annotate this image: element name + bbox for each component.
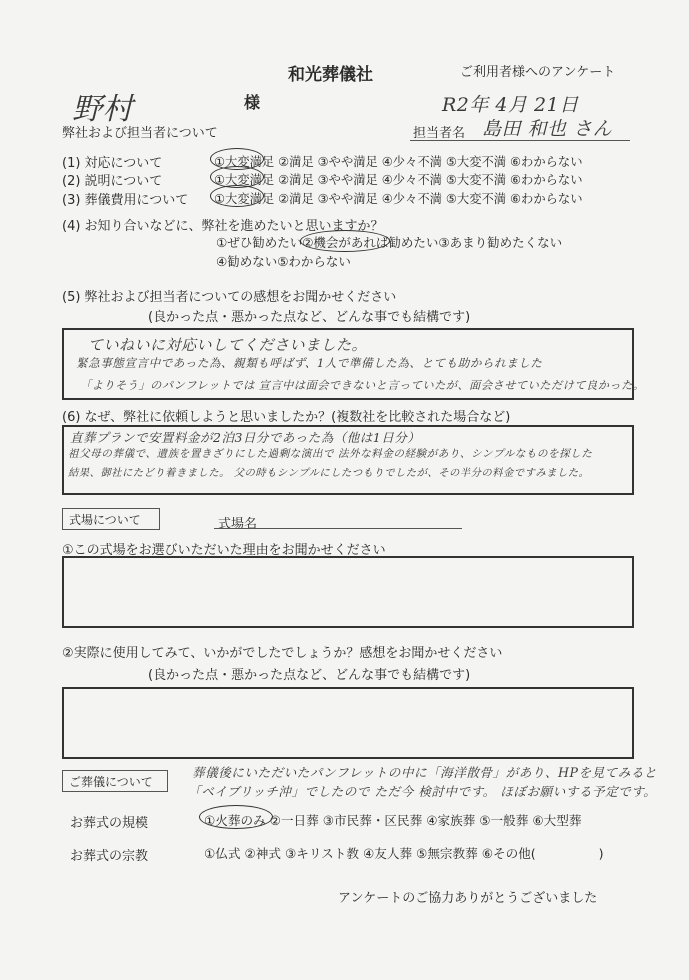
- q5-answer-line-2: 緊急事態宣言中であった為、親類も呼ばず、1人で準備した為、とても助かられました: [76, 356, 543, 370]
- rating-scale-2: ①大変満足 ②満足 ③やや満足 ④少々不満 ⑤大変不満 ⑥わからない: [214, 173, 583, 187]
- q5-answer-line-1: ていねいに対応いしてくださいました。: [88, 336, 368, 354]
- q4-question: (4) お知り合いなどに、弊社を進めたいと思いますか？: [62, 219, 384, 234]
- rating-scale-3: ①大変満足 ②満足 ③やや満足 ④少々不満 ⑤大変不満 ⑥わからない: [214, 192, 583, 206]
- venue-name-underline: [214, 528, 462, 529]
- staff-label: 担当者名: [413, 126, 466, 141]
- company-name: 和光葬儀社: [288, 65, 373, 85]
- q6-answer-line-1: 直葬プランで安置料金が2泊3日分であった為（他は1日分）: [70, 430, 421, 445]
- venue-q2: ②実際に使用してみて、いかがでしたでしょうか？感想をお聞かせください: [62, 646, 503, 661]
- venue-name-label: 式場名: [218, 517, 258, 532]
- funeral-religion-label: お葬式の宗教: [70, 849, 149, 864]
- q6-question: (6) なぜ、弊社に依頼しようと思いましたか？(複数社を比較された場合など): [62, 410, 511, 425]
- thanks-message: アンケートのご協力ありがとうございました: [338, 891, 598, 906]
- venue-q1: ①この式場をお選びいただいた理由をお聞かせください: [62, 543, 386, 558]
- funeral-religion-options: ①仏式 ②神式 ③キリスト教 ④友人葬 ⑤無宗教葬 ⑥その他( ): [204, 846, 604, 861]
- funeral-note-line-2: 「ベイブリッチ沖」でしたので ただ今 検討中です。 ほぼお願いする予定です。: [188, 784, 657, 799]
- rating-label-1: (1) 対応について: [62, 156, 163, 171]
- rating-3-selected-circle: [210, 185, 264, 207]
- q5-question: (5) 弊社および担当者についての感想をお聞かせください: [62, 290, 397, 305]
- venue-q2-hint: (良かった点・悪かった点など、どんな事でも結構です): [148, 668, 471, 683]
- venue-q1-box: [62, 556, 634, 628]
- rating-label-2: (2) 説明について: [62, 174, 163, 189]
- q4-options-2: ④勧めない⑤わからない: [216, 254, 351, 269]
- funeral-scale-label: お葬式の規模: [70, 816, 149, 831]
- funeral-scale-selected-circle: [199, 805, 273, 829]
- honorific: 様: [244, 93, 261, 112]
- rating-scale-1: ①大変満足 ②満足 ③やや満足 ④少々不満 ⑤大変不満 ⑥わからない: [214, 155, 583, 169]
- staff-underline: [410, 140, 630, 141]
- venue-q2-box: [62, 687, 634, 759]
- venue-section-tag: 式場について: [62, 508, 160, 530]
- q6-answer-line-2: 祖父母の葬儀で、遺族を置きざりにした過剰な演出で 法外な料金の経験があり、シンプルなものを探した: [68, 448, 593, 460]
- customer-name: 野村: [72, 92, 133, 127]
- survey-title: ご利用者様へのアンケート: [460, 65, 616, 80]
- staff-name: 島田 和也 さん: [482, 118, 613, 140]
- q5-hint: (良かった点・悪かった点など、どんな事でも結構です): [148, 310, 471, 325]
- q4-selected-circle: [300, 230, 390, 252]
- survey-date: R2年 4月 21日: [442, 94, 579, 116]
- q5-answer-line-3: 「よりそう」のパンフレットでは 宣言中は面会できないと言っていたが、面会させていただけて良かった。: [80, 379, 645, 392]
- q6-answer-line-3: 結果、御社にたどり着きました。 父の時もシンプルにしたつもりでしたが、その半分の料金ですみました。: [68, 467, 590, 479]
- about-label: 弊社および担当者について: [62, 126, 218, 141]
- rating-label-3: (3) 葬儀費用について: [62, 193, 189, 208]
- funeral-note-line-1: 葬儀後にいただいたパンフレットの中に「海洋散骨」があり、HPを見てみると: [192, 765, 658, 780]
- q4-options-1: ①ぜひ勧めたい②機会があれば勧めたい③あまり勧めたくない: [216, 235, 563, 250]
- funeral-section-tag: ご葬儀について: [62, 770, 168, 792]
- funeral-scale-options: ①火葬のみ ②一日葬 ③市民葬・区民葬 ④家族葬 ⑤一般葬 ⑥大型葬: [204, 813, 582, 828]
